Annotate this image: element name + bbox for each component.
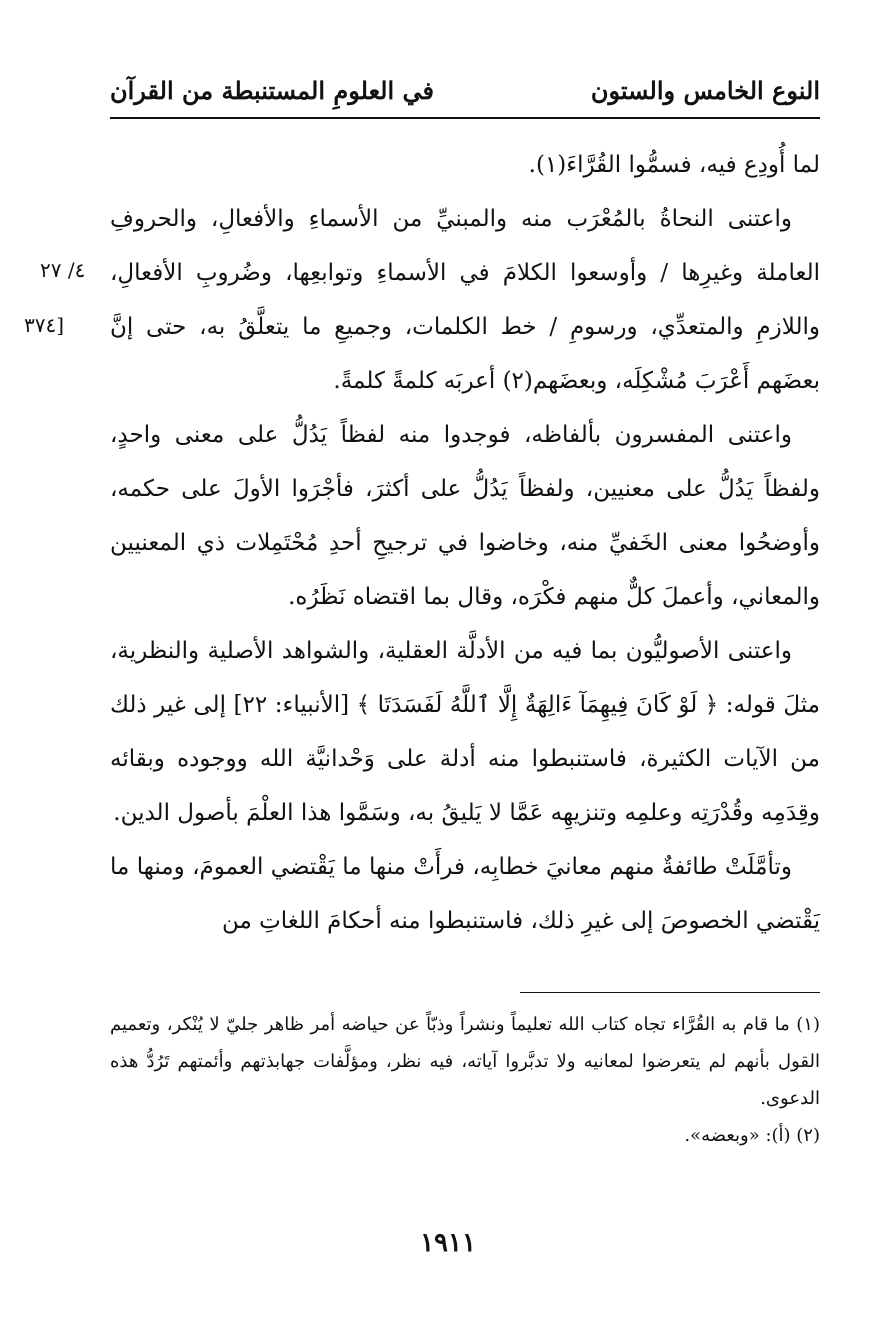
footnote-1: (١) ما قام به القُرَّاء تجاه كتاب الله تعليماً ونشراً وذبّاً عن حياضه أمر ظاهر جليّ لا يُنْكر، وتعميم القول بأنهم لم يتعرضوا لمعانيه ولا تدبَّروا آياته، فيه نظر، ومؤلَّفات جهابذتهم وأئمتهم تَرُدُّ هذه الدعوى. bbox=[110, 1014, 820, 1109]
page-number: ١٩١١ bbox=[420, 1228, 476, 1258]
margin-page-ref: [٣٧٤ bbox=[24, 313, 65, 337]
chapter-title: النوع الخامس والستون bbox=[590, 76, 820, 105]
paragraph-3: واعتنى المفسرون بألفاظه، فوجدوا منه لفظاً يَدُلُّ على معنى واحدٍ، ولفظاً يَدُلُّ على معنيين، ولفظاً يَدُلُّ على أكثرَ، فأجْرَوا الأولَ على حكمه، وأوضحُوا معنى الخَفيِّ منه، وخاضوا في ترجيحِ أحدِ مُحْتَمِلات ذي المعنيين والمعاني، وأعملَ كلٌّ منهم فكْرَه، وقال بما اقتضاه نَظَرُه. bbox=[110, 422, 820, 610]
margin-volume-ref: ٤/ ٢٧ bbox=[40, 258, 86, 282]
book-title: في العلومِ المستنبطة من القرآن bbox=[110, 76, 434, 105]
page-header bbox=[110, 70, 820, 110]
paragraph-1: لما أُودِع فيه، فسمُّوا القُرَّاءَ(١). bbox=[528, 152, 820, 178]
footnote-2: (٢) (أ): «وبعضه». bbox=[684, 1125, 820, 1146]
main-text bbox=[110, 138, 820, 948]
footnote-rule bbox=[520, 992, 820, 993]
paragraph-2: واعتنى النحاةُ بالمُعْرَب منه والمبنيِّ من الأسماءِ والأفعالِ، والحروفِ العاملة وغيرِها / وأوسعوا الكلامَ في الأسماءِ وتوابعِها، وضُروبِ الأفعالِ، واللازمِ والمتعدِّي، ورسومِ / خط الكلمات، وجميعِ ما يتعلَّقُ به، حتى إنَّ بعضَهم أَعْرَبَ مُشْكِلَه، وبعضَهم(٢) أعربَه كلمةً كلمةً. bbox=[110, 206, 820, 394]
paragraph-5: وتأمَّلَتْ طائفةٌ منهم معانيَ خطابِه، فرأَتْ منها ما يَقْتضي العمومَ، ومنها ما يَقْتضي الخصوصَ إلى غيرِ ذلك، فاستنبطوا منه أحكامَ اللغاتِ من bbox=[110, 854, 820, 934]
paragraph-4: واعتنى الأصوليُّون بما فيه من الأدلَّة العقلية، والشواهد الأصلية والنظرية، مثلَ قوله: ﴿ لَوْ كَانَ فِيهِمَآ ءَالِهَةٌ إِلَّا ٱللَّهُ لَفَسَدَتَا ﴾ [الأنبياء: ٢٢] إلى غير ذلك من الآيات الكثيرة، فاستنبطوا منه أدلة على وَحْدانيَّة الله ووجوده وبقائه وقِدَمِه وقُدْرَتِه وعلمِه وتنزيهِه عَمَّا لا يَليقُ به، وسَمَّوا هذا العلْمَ بأصول الدين. bbox=[110, 638, 820, 826]
footnotes bbox=[110, 1006, 820, 1154]
header-rule bbox=[110, 117, 820, 119]
